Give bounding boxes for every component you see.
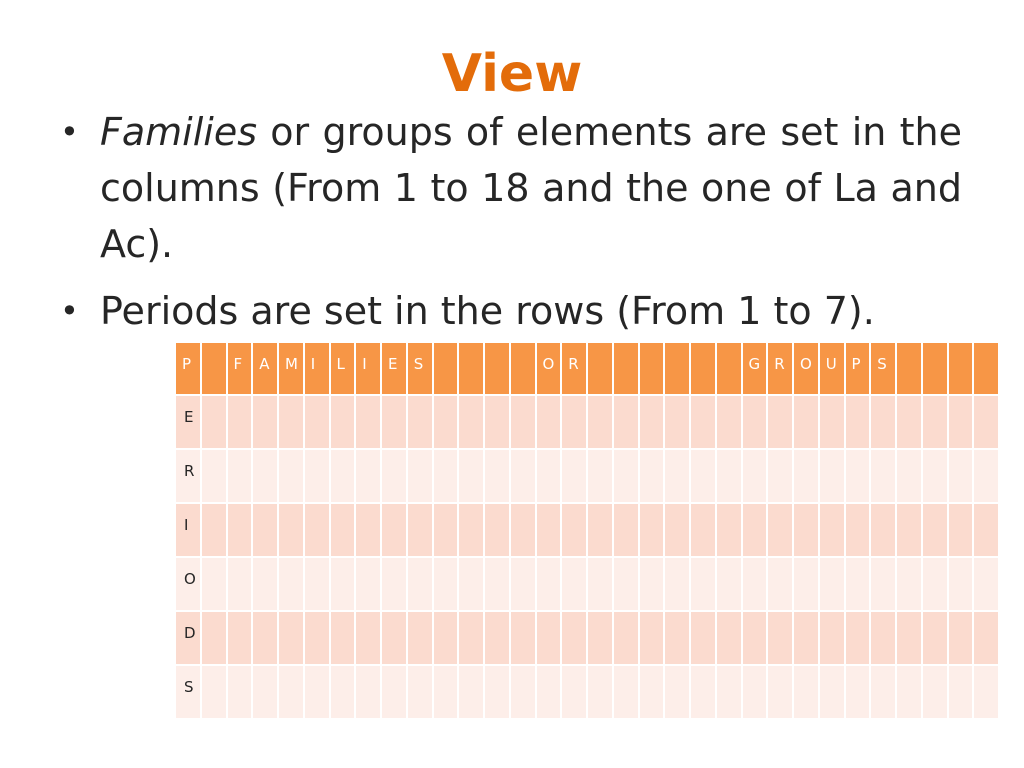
table-cell xyxy=(820,450,846,504)
table-cell xyxy=(717,612,743,666)
table-cell xyxy=(871,666,897,720)
header-cell: G xyxy=(743,343,769,396)
table-cell xyxy=(665,558,691,612)
table-cell xyxy=(253,666,279,720)
table-cell xyxy=(537,558,563,612)
table-cell xyxy=(305,612,331,666)
header-cell xyxy=(897,343,923,396)
table-row xyxy=(176,504,1000,558)
table-cell xyxy=(588,450,614,504)
table-cell xyxy=(228,558,254,612)
table-cell xyxy=(485,612,511,666)
table-cell xyxy=(949,558,975,612)
header-cell xyxy=(485,343,511,396)
table-cell xyxy=(614,666,640,720)
bullet-list xyxy=(60,104,962,350)
table-cell xyxy=(459,504,485,558)
header-cell: O xyxy=(537,343,563,396)
table-cell xyxy=(408,450,434,504)
table-cell xyxy=(511,666,537,720)
table-cell xyxy=(743,450,769,504)
table-cell xyxy=(537,396,563,450)
table-cell xyxy=(485,450,511,504)
header-cell: M xyxy=(279,343,305,396)
table-cell xyxy=(743,558,769,612)
table-cell xyxy=(871,450,897,504)
table-cell xyxy=(691,504,717,558)
table-cell xyxy=(331,450,357,504)
table-cell xyxy=(356,666,382,720)
bullet-item-periods xyxy=(60,283,962,339)
table-cell xyxy=(974,396,1000,450)
table-cell xyxy=(974,666,1000,720)
header-cell xyxy=(665,343,691,396)
table-cell xyxy=(691,396,717,450)
table-cell xyxy=(562,558,588,612)
table-cell xyxy=(949,396,975,450)
table-cell xyxy=(820,504,846,558)
table-cell xyxy=(871,504,897,558)
table-cell xyxy=(459,612,485,666)
table-cell xyxy=(665,450,691,504)
table-cell xyxy=(382,612,408,666)
table-cell xyxy=(511,612,537,666)
table-cell xyxy=(228,666,254,720)
table-cell xyxy=(871,612,897,666)
table-cell xyxy=(820,612,846,666)
table-cell xyxy=(717,504,743,558)
table-cell xyxy=(897,666,923,720)
row-label-cell: I xyxy=(176,504,202,558)
header-cell: L xyxy=(331,343,357,396)
header-cell: O xyxy=(794,343,820,396)
table-cell xyxy=(228,450,254,504)
table-cell xyxy=(408,504,434,558)
table-cell xyxy=(202,612,228,666)
table-cell xyxy=(820,666,846,720)
table-cell xyxy=(408,612,434,666)
table-cell xyxy=(356,612,382,666)
table-cell xyxy=(331,504,357,558)
row-label-cell: D xyxy=(176,612,202,666)
bullet-icon: • xyxy=(60,292,79,330)
table-cell xyxy=(974,450,1000,504)
table-cell xyxy=(794,450,820,504)
table-cell xyxy=(253,450,279,504)
table-cell xyxy=(717,396,743,450)
table-cell xyxy=(382,396,408,450)
table-cell xyxy=(768,450,794,504)
table-cell xyxy=(228,396,254,450)
table-cell xyxy=(794,558,820,612)
table-cell xyxy=(434,450,460,504)
table-cell xyxy=(614,612,640,666)
table-cell xyxy=(279,396,305,450)
table-cell xyxy=(640,612,666,666)
table-cell xyxy=(562,450,588,504)
table-cell xyxy=(717,558,743,612)
header-cell: P xyxy=(176,343,202,396)
table-cell xyxy=(331,612,357,666)
table-cell xyxy=(279,612,305,666)
table-cell xyxy=(588,666,614,720)
header-cell xyxy=(511,343,537,396)
header-cell xyxy=(588,343,614,396)
table-cell xyxy=(768,558,794,612)
table-cell xyxy=(279,450,305,504)
header-cell xyxy=(717,343,743,396)
table-cell xyxy=(408,396,434,450)
header-cell xyxy=(614,343,640,396)
table-cell xyxy=(820,396,846,450)
table-cell xyxy=(949,612,975,666)
header-cell: U xyxy=(820,343,846,396)
table-cell xyxy=(459,666,485,720)
header-cell: F xyxy=(228,343,254,396)
table-cell xyxy=(253,612,279,666)
table-cell xyxy=(382,450,408,504)
header-cell xyxy=(202,343,228,396)
table-cell xyxy=(743,504,769,558)
table-cell xyxy=(202,396,228,450)
table-cell xyxy=(459,396,485,450)
table-cell xyxy=(949,504,975,558)
row-label-cell: E xyxy=(176,396,202,450)
table-cell xyxy=(202,558,228,612)
table-cell xyxy=(846,612,872,666)
table-cell xyxy=(305,450,331,504)
table-cell xyxy=(846,558,872,612)
table-cell xyxy=(434,558,460,612)
table-cell xyxy=(253,504,279,558)
table-cell xyxy=(768,504,794,558)
table-cell xyxy=(459,558,485,612)
table-row xyxy=(176,450,1000,504)
table-cell xyxy=(794,396,820,450)
table-cell xyxy=(356,450,382,504)
table-cell xyxy=(511,504,537,558)
header-cell: I xyxy=(356,343,382,396)
header-cell xyxy=(640,343,666,396)
header-cell: R xyxy=(768,343,794,396)
table-cell xyxy=(974,504,1000,558)
table-row xyxy=(176,396,1000,450)
table-cell xyxy=(717,666,743,720)
table-cell xyxy=(614,396,640,450)
table-cell xyxy=(923,396,949,450)
header-cell: S xyxy=(408,343,434,396)
table-cell xyxy=(640,558,666,612)
table-cell xyxy=(949,666,975,720)
table-cell xyxy=(974,612,1000,666)
row-label-cell: O xyxy=(176,558,202,612)
header-cell: R xyxy=(562,343,588,396)
table-cell xyxy=(434,396,460,450)
table-cell xyxy=(537,450,563,504)
table-cell xyxy=(562,666,588,720)
table-cell xyxy=(331,558,357,612)
row-label-cell: S xyxy=(176,666,202,720)
table-cell xyxy=(562,396,588,450)
table-cell xyxy=(949,450,975,504)
table-cell xyxy=(794,666,820,720)
header-cell xyxy=(923,343,949,396)
table-cell xyxy=(897,558,923,612)
table-cell xyxy=(897,396,923,450)
table-cell xyxy=(511,450,537,504)
table-cell xyxy=(356,396,382,450)
table-cell xyxy=(974,558,1000,612)
table-cell xyxy=(897,612,923,666)
header-cell xyxy=(974,343,1000,396)
table-cell xyxy=(665,504,691,558)
bullet-text: Periods are set in the rows (From 1 to 7). xyxy=(100,289,875,333)
bullet-item-families xyxy=(60,104,962,272)
header-cell: I xyxy=(305,343,331,396)
table-cell xyxy=(640,666,666,720)
table-cell xyxy=(279,504,305,558)
table-cell xyxy=(820,558,846,612)
table-cell xyxy=(485,504,511,558)
table-cell xyxy=(717,450,743,504)
table-cell xyxy=(537,666,563,720)
header-cell: A xyxy=(253,343,279,396)
table-cell xyxy=(640,450,666,504)
table-cell xyxy=(768,396,794,450)
header-cell xyxy=(691,343,717,396)
table-cell xyxy=(305,666,331,720)
table-cell xyxy=(356,504,382,558)
table-cell xyxy=(691,666,717,720)
header-cell: E xyxy=(382,343,408,396)
table-cell xyxy=(485,666,511,720)
periodic-grid-table-wrap xyxy=(176,343,1000,720)
table-cell xyxy=(408,666,434,720)
table-cell xyxy=(665,396,691,450)
table-cell xyxy=(794,612,820,666)
table-cell xyxy=(485,558,511,612)
table-cell xyxy=(640,504,666,558)
table-row xyxy=(176,666,1000,720)
table-cell xyxy=(691,558,717,612)
table-cell xyxy=(794,504,820,558)
header-cell xyxy=(949,343,975,396)
table-cell xyxy=(846,666,872,720)
table-cell xyxy=(537,504,563,558)
table-cell xyxy=(588,558,614,612)
table-cell xyxy=(743,396,769,450)
table-cell xyxy=(228,504,254,558)
table-header-row xyxy=(176,343,1000,396)
table-cell xyxy=(614,450,640,504)
table-cell xyxy=(562,612,588,666)
table-cell xyxy=(382,504,408,558)
table-cell xyxy=(588,612,614,666)
table-cell xyxy=(614,504,640,558)
table-cell xyxy=(743,612,769,666)
table-cell xyxy=(665,612,691,666)
table-cell xyxy=(331,666,357,720)
row-label-cell: R xyxy=(176,450,202,504)
table-row xyxy=(176,558,1000,612)
table-cell xyxy=(923,666,949,720)
table-cell xyxy=(382,666,408,720)
table-cell xyxy=(691,450,717,504)
table-cell xyxy=(897,450,923,504)
header-cell xyxy=(459,343,485,396)
header-cell xyxy=(434,343,460,396)
periodic-grid-table xyxy=(176,343,1000,720)
table-cell xyxy=(588,504,614,558)
slide-title: View xyxy=(441,44,583,104)
table-cell xyxy=(408,558,434,612)
table-cell xyxy=(382,558,408,612)
table-cell xyxy=(588,396,614,450)
table-cell xyxy=(434,504,460,558)
table-cell xyxy=(846,396,872,450)
table-cell xyxy=(511,558,537,612)
table-cell xyxy=(434,666,460,720)
bullet-icon: • xyxy=(60,113,79,151)
table-cell xyxy=(665,666,691,720)
table-cell xyxy=(253,396,279,450)
table-cell xyxy=(356,558,382,612)
table-row xyxy=(176,612,1000,666)
table-cell xyxy=(434,612,460,666)
table-cell xyxy=(253,558,279,612)
table-cell xyxy=(202,666,228,720)
table-cell xyxy=(614,558,640,612)
table-cell xyxy=(228,612,254,666)
table-cell xyxy=(846,450,872,504)
header-cell: S xyxy=(871,343,897,396)
table-cell xyxy=(923,612,949,666)
table-cell xyxy=(923,504,949,558)
table-cell xyxy=(459,450,485,504)
table-cell xyxy=(923,450,949,504)
table-cell xyxy=(846,504,872,558)
table-cell xyxy=(640,396,666,450)
bullet-text: or groups of elements are set in the columns (From 1 to 18 and the one of La and Ac). xyxy=(100,110,962,266)
header-cell: P xyxy=(846,343,872,396)
table-cell xyxy=(743,666,769,720)
table-cell xyxy=(331,396,357,450)
table-cell xyxy=(537,612,563,666)
table-cell xyxy=(768,612,794,666)
table-cell xyxy=(202,504,228,558)
table-cell xyxy=(279,666,305,720)
bullet-emphasis: Families xyxy=(100,110,258,154)
table-cell xyxy=(511,396,537,450)
table-cell xyxy=(923,558,949,612)
table-cell xyxy=(202,450,228,504)
table-cell xyxy=(305,504,331,558)
table-cell xyxy=(562,504,588,558)
table-cell xyxy=(279,558,305,612)
table-cell xyxy=(485,396,511,450)
table-cell xyxy=(897,504,923,558)
table-cell xyxy=(691,612,717,666)
table-cell xyxy=(768,666,794,720)
table-cell xyxy=(305,396,331,450)
table-cell xyxy=(871,396,897,450)
table-cell xyxy=(871,558,897,612)
table-cell xyxy=(305,558,331,612)
